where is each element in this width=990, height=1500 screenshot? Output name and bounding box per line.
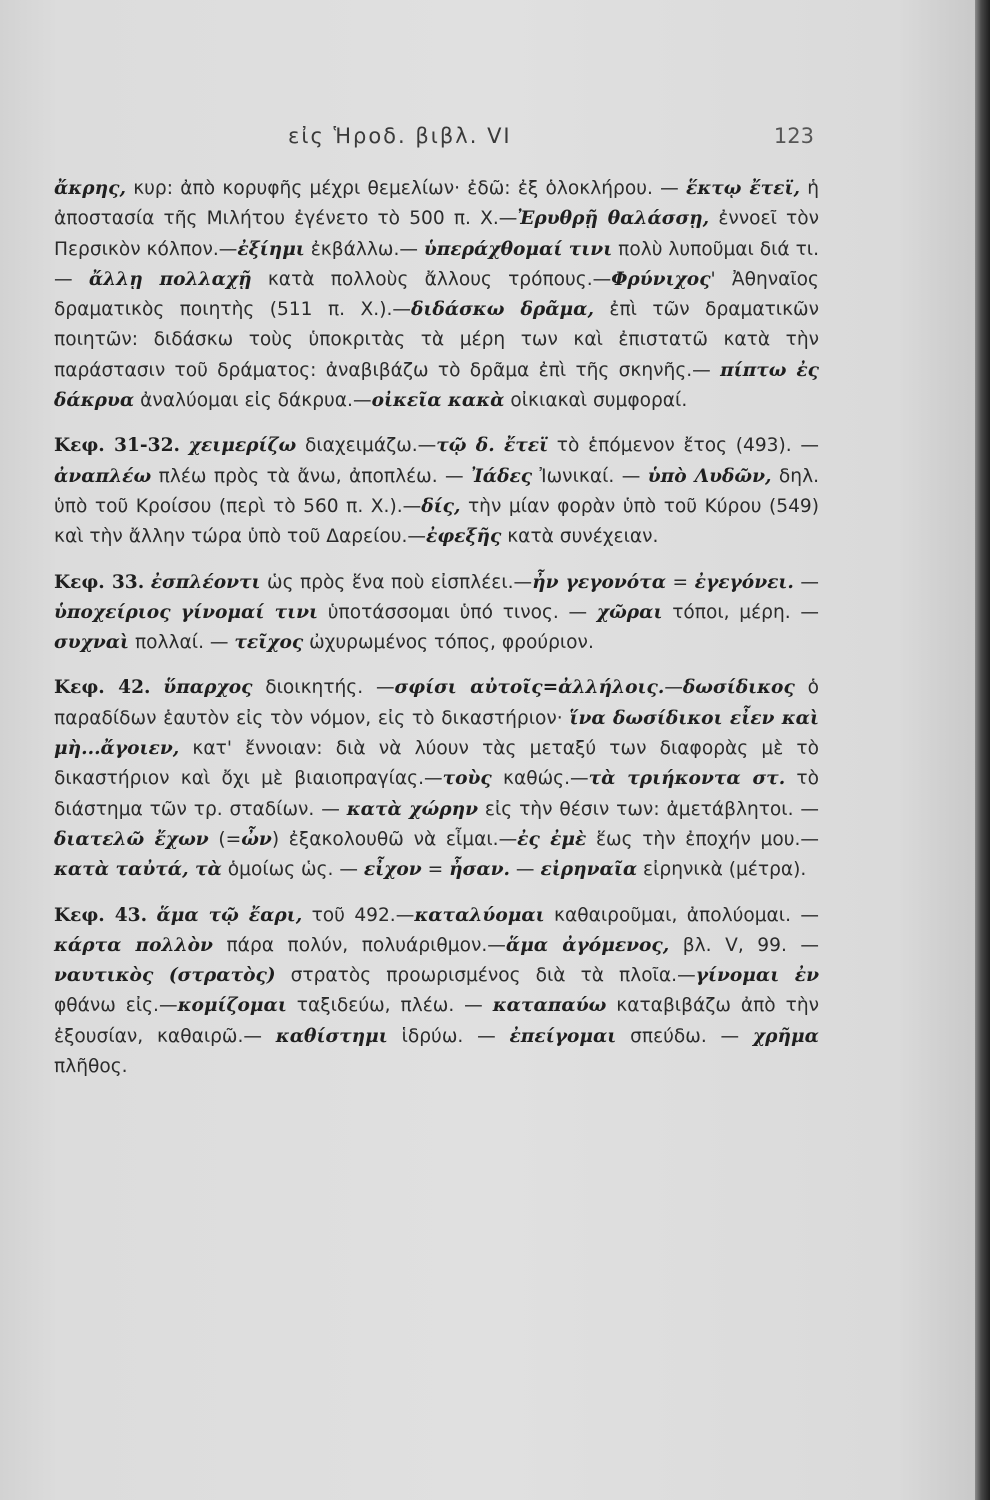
lemma-term: καθίστημι [275,1025,388,1047]
gloss-text: ὁ παραδίδων ἑαυτὸν εἰς τὸν νόμον, εἰς τὸ δικαστήριον· [54,677,819,729]
commentary-text [54,174,819,1082]
lemma-term: ἐσπλέοντι [150,571,261,593]
gloss-text: ἐπὶ τῶν δραματικῶν ποιητῶν: διδάσκω τοὺς ὑποκριτὰς τὰ μέρη των καὶ ἐπιστατῶ κατὰ τὴν παράστασιν τοῦ δράματος: ἀναβιβάζω τὸ δρᾶμα ἐπὶ τῆς σκηνῆς.— [54,299,819,381]
gloss-text: ἱδρύω. — [387,1025,510,1047]
gloss-text: (= [208,828,242,850]
lemma-term: τὰ τριήκοντα στ. [588,768,786,790]
lemma-term: κομίζομαι [177,995,287,1017]
gloss-text: ἕως τὴν ἐποχήν μου.— [586,828,819,850]
gloss-text: ταξιδεύω, πλέω. — [286,995,493,1017]
gloss-text: σπεύδω. — [616,1025,753,1047]
lemma-term: πίπτω ἐς δάκρυα [54,359,819,412]
gloss-text: διαχειμάζω.— [296,435,437,457]
gloss-text: πλῆθος. [54,1056,128,1078]
chapter-label: Κεφ. 31-32. [54,435,180,457]
lemma-term: χρῆμα [752,1025,819,1047]
gloss-text: καθαιροῦμαι, ἀπολύομαι. — [544,904,819,926]
gloss-text: καταβιβάζω ἀπὸ τὴν ἐξουσίαν, καθαιρῶ.— [54,995,819,1047]
lemma-term: ἐπείγομαι [509,1025,617,1047]
gloss-text: ἀναλύομαι εἰς δάκρυα.— [134,390,372,412]
lemma-term: ἅμα τῷ ἔαρι, [156,904,303,926]
gloss-text: κυρ: ἀπὸ κορυφῆς μέχρι θεμελίων· ἐδῶ: ἐξ ὁλοκλήρου. — [125,178,687,199]
gloss-text: = [421,859,450,881]
lemma-term: καταλύομαι [414,904,545,926]
lemma-term: ἐς ἐμὲ [517,828,587,850]
lemma-term: ἦσαν. [449,859,511,881]
lemma-term: δίς, [421,495,461,517]
commentary-paragraph [54,174,819,416]
lemma-term: ὦν [241,828,272,850]
gloss-text: πολὺ λυποῦμαι διά τι. — [54,238,819,290]
gloss-text: τὸ ἑπόμενον ἔτος (493). — [548,435,819,457]
lemma-term: συχναὶ [54,632,130,654]
gloss-text: πλέω πρὸς τὰ ἄνω, ἀποπλέω. — [151,465,472,487]
lemma-term: σφίσι αὐτοῖς=ἀλλήλοις. [394,677,665,699]
gloss-text: τὴν μίαν φορὰν ὑπὸ τοῦ Κύρου (549) καὶ τὴν ἄλλην τώρα ὑπὸ τοῦ Δαρείου.— [54,495,819,548]
lemma-term: Φρύνιχος [611,268,711,290]
lemma-term: γίνομαι ἐν [695,965,819,987]
lemma-term: ὑπὸ Λυδῶν, [647,465,772,487]
lemma-term: ἐγεγόνει. [694,571,794,593]
gloss-text: διοικητής. — [252,677,395,699]
gloss-text: ) ἐξακολουθῶ νὰ εἶμαι.— [271,828,518,850]
gloss-text: καθώς.— [491,768,589,790]
gloss-text: — [793,571,819,593]
gloss-text: τόποι, μέρη. — [662,601,820,623]
gloss-text: ἐννοεῖ τὸν Περσικὸν κόλπον.— [54,208,819,260]
lemma-term: οἰκεῖα κακὰ [371,390,505,412]
book-edge [975,0,990,1500]
lemma-term: ἄκρης, [54,178,126,199]
gloss-text: ὠχυρωμένος τόπος, φρούριον. [303,632,594,654]
gloss-text: = [666,571,695,593]
gloss-text: στρατὸς προωρισμένος διὰ τὰ πλοῖα.— [275,965,696,987]
gloss-text: εἰρηνικὰ (μέτρα). [637,859,807,881]
gloss-text: τὸ διάστημα τῶν τρ. σταδίων. — [54,768,819,820]
lemma-term: διατελῶ ἔχων [54,828,209,850]
chapter-label: Κεφ. 43. [54,904,148,926]
gloss-text: ἡ ἀποστασία τῆς Μιλήτου ἐγένετο τὸ 500 π. Χ.— [54,178,819,230]
gloss-text: βλ. V, 99. — [669,934,820,956]
lemma-term: ὑποχείριος γίνομαί τινι [54,601,319,623]
lemma-term: εἰρηναῖα [540,859,638,881]
running-title: εἰς Ἡροδ. βιβλ. VI [288,124,512,148]
gloss-text: εἰς τὴν θέσιν των: ἀμετάβλητοι. — [478,798,820,820]
gloss-text: κατὰ συνέχειαν. [501,526,659,548]
lemma-term: τοὺς [442,768,492,790]
lemma-term: καταπαύω [492,995,607,1017]
gloss-text: τοῦ 492.— [302,904,415,926]
gloss-text: δηλ. ὑπὸ τοῦ Κροίσου (περὶ τὸ 560 π. Χ.).— [54,465,819,517]
lemma-term: ὑπεράχθομαί τινι [423,238,613,260]
lemma-term: ὕπαρχος [163,677,253,699]
gloss-text: κατ' ἔννοιαν: διὰ νὰ λύουν τὰς μεταξύ των διαφορὰς μὲ τὸ δικαστήριον καὶ ὄχι μὲ βιαιοπραγίας.— [54,738,819,790]
gloss-text: οἰκιακαὶ συμφοραί. [504,390,688,412]
gloss-text: ὑποτάσσομαι ὑπό τινος. — [318,601,597,623]
lemma-term: ἕκτῳ ἔτεϊ, [686,178,800,199]
lemma-term: ναυτικὸς (στρατὸς) [54,965,276,987]
gloss-text: Ἰωνικαί. — [532,465,648,487]
lemma-term: κάρτα πολλὸν [54,934,213,956]
page-number: 123 [773,124,814,148]
lemma-term: χῶραι [596,601,663,623]
lemma-term: τεῖχος [234,632,304,654]
lemma-term: ἅμα ἀγόμενος, [505,934,670,956]
lemma-term: Ἰάδες [471,465,533,487]
lemma-term: ἄλλῃ πολλαχῇ [88,268,252,290]
gloss-text: πάρα πολύν, πολυάριθμον.— [212,934,506,956]
lemma-term: ἐξίημι [237,238,305,260]
lemma-term: κατὰ ταὐτά, τὰ [54,859,222,881]
lemma-term: χειμερίζω [188,435,297,457]
gloss-text: κατὰ πολλοὺς ἄλλους τρόπους.— [251,268,612,290]
chapter-paragraph [54,673,819,885]
chapter-paragraph [54,901,819,1083]
chapter-paragraph [54,431,819,552]
lemma-term: ἀναπλέω [54,465,152,487]
lemma-term: τῷ δ. ἔτεϊ [436,435,549,457]
chapter-label: Κεφ. 42. [54,677,151,699]
gloss-text: — [510,859,541,881]
lemma-term: εἶχον [363,859,422,881]
gloss-text: — [664,677,683,699]
gloss-text: φθάνω εἰς.— [54,995,178,1017]
gloss-text: ἐκβάλλω.— [304,238,424,260]
lemma-term: ἵνα δωσίδικοι εἶεν καὶ μὴ...ἄγοιεν, [54,707,819,760]
gloss-text: ' Ἀθηναῖος δραματικὸς ποιητὴς (511 π. Χ.).— [54,268,819,321]
lemma-term: ἦν γεγονότα [532,571,667,593]
lemma-term: Ἐρυθρῇ θαλάσσῃ, [517,208,710,230]
lemma-term: διδάσκω δρᾶμα, [410,299,594,321]
lemma-term: ἐφεξῆς [426,526,502,548]
page-header [54,120,818,154]
chapter-label: Κεφ. 33. [54,571,145,593]
chapter-paragraph [54,568,819,659]
lemma-term: δωσίδικος [682,677,795,699]
gloss-text: ὁμοίως ὡς. — [221,859,364,881]
gloss-text: ὡς πρὸς ἕνα ποὺ εἰσπλέει.— [260,571,533,593]
lemma-term: κατὰ χώρην [346,798,479,820]
gloss-text: πολλαί. — [129,632,235,654]
